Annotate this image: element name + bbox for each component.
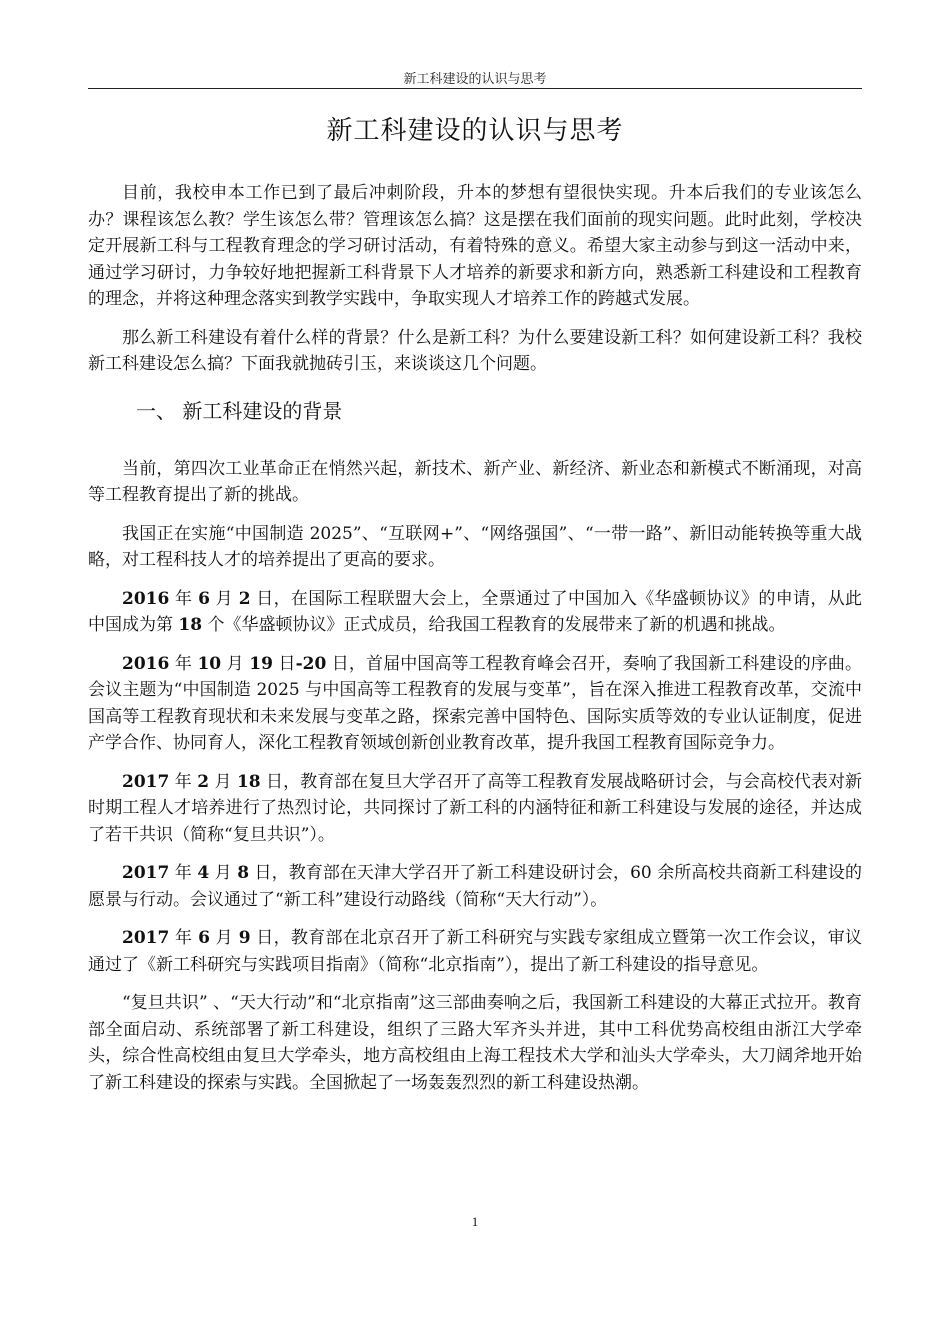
text-fragment: 月: [209, 928, 239, 948]
text-fragment: 日，在国际工程联盟大会上，全票通过了中国加入《华盛顿协议》的申请，从此中国成为第: [88, 588, 863, 635]
text-fragment: 月: [209, 771, 237, 792]
section1-paragraph-3: [88, 586, 862, 639]
date-month: 6: [198, 588, 210, 609]
date-year: 2017: [122, 863, 170, 883]
text-fragment: 日，教育部在北京召开了新工科研究与实践专家组成立暨第一次工作会议，审议通过了《新工科研究与实践项目指南》（简称“北京指南”），提出了新工科建设的指导意见。: [88, 928, 863, 975]
section1-paragraph-7: [88, 925, 862, 978]
intro-paragraph-1: 目前，我校申本工作已到了最后冲刺阶段，升本的梦想有望很快实现。升本后我们的专业该怎么办？课程该怎么教？学生该怎么带？管理该怎么搞？这是摆在我们面前的现实问题。此时此刻，学校决定开展新工科与工程教育理念的学习研讨活动，有着特殊的意义。希望大家主动参与到这一活动中来，通过学习研讨，力争较好地把握新工科背景下人才培养的新要求和新方向，熟悉新工科建设和工程教育的理念，并将这种理念落实到教学实践中，争取实现人才培养工作的跨越式发展。: [88, 183, 862, 309]
date-day: 8: [237, 863, 250, 883]
text-fragment: 日: [272, 653, 296, 674]
date-year: 2016: [122, 588, 170, 609]
document-body: [88, 180, 862, 1108]
date-day: 2: [238, 588, 251, 609]
section1-paragraph-5: [88, 769, 862, 849]
text-fragment: 年: [169, 863, 198, 883]
section-heading-background: 一、 新工科建设的背景: [136, 398, 343, 423]
date-month: 6: [198, 928, 210, 948]
text-fragment: 个《华盛顿协议》正式成员，给我国工程教育的发展带来了新的机遇和挑战。: [202, 615, 786, 635]
date-day: 18: [236, 771, 261, 792]
date-year: 2017: [122, 928, 170, 948]
date-month: 10: [197, 653, 222, 674]
running-header: 新工科建设的认识与思考: [403, 72, 547, 87]
text-fragment: 年: [169, 928, 199, 948]
date-month: 4: [197, 863, 210, 883]
page-number: 1: [471, 1214, 479, 1229]
text-fragment: 年: [169, 653, 198, 674]
member-number: 18: [178, 615, 203, 635]
text-fragment: 年: [169, 588, 199, 609]
date-year: 2017: [122, 771, 170, 792]
text-fragment: 年: [169, 771, 198, 792]
text-fragment: 月: [221, 653, 250, 674]
text-fragment: 日，教育部在复旦大学召开了高等工程教育发展战略研讨会，与会高校代表对新时期工程人才培养进行了热烈讨论，共同探讨了新工科的内涵特征和新工科建设与发展的途径，并达成了若干共识（简称“复旦共识”）。: [88, 771, 862, 845]
section1-paragraph-2: 我国正在实施“中国制造 2025”、“互联网+”、“网络强国”、“一带一路”、新旧动能转换等重大战略，对工程科技人才的培养提出了更高的要求。: [88, 523, 862, 570]
date-year: 2016: [122, 653, 170, 674]
text-fragment: 月: [209, 863, 238, 883]
text-fragment: 月: [209, 588, 239, 609]
document-title: 新工科建设的认识与思考: [326, 116, 624, 146]
section1-paragraph-8: “复旦共识” 、“天大行动”和“北京指南”这三部曲奏响之后，我国新工科建设的大幕正式拉开。教育部全面启动、系统部署了新工科建设，组织了三路大军齐头并进，其中工科优势高校组由浙江大学牵头，综合性高校组由复旦大学牵头，地方高校组由上海工程技术大学和汕头大学牵头，大刀阔斧地开始了新工科建设的探索与实践。全国掀起了一场轰轰烈烈的新工科建设热潮。: [88, 993, 862, 1093]
section1-paragraph-1: 当前，第四次工业革命正在悄然兴起，新技术、新产业、新经济、新业态和新模式不断涌现，对高等工程教育提出了新的挑战。: [88, 458, 862, 505]
text-fragment: 日，教育部在天津大学召开了新工科建设研讨会，60 余所高校共商新工科建设的愿景与行动。会议通过了“新工科”建设行动路线（简称“天大行动”）。: [88, 863, 862, 910]
date-day: 19: [249, 653, 273, 674]
section1-paragraph-6: [88, 860, 862, 913]
date-month: 2: [197, 771, 210, 792]
section1-paragraph-4: [88, 651, 862, 757]
intro-paragraph-2: 那么新工科建设有着什么样的背景？什么是新工科？为什么要建设新工科？如何建设新工科？我校新工科建设怎么搞？下面我就抛砖引玉，来谈谈这几个问题。: [88, 327, 862, 374]
header-rule: [88, 88, 862, 89]
date-day: 9: [238, 928, 251, 948]
date-day-end: -20: [295, 653, 327, 674]
text-fragment: 日，首届中国高等工程教育峰会召开，奏响了我国新工科建设的序曲。会议主题为“中国制造 2025 与中国高等工程教育的发展与变革”，旨在深入推进工程教育改革，交流中国高等工程教育现状和未来发展与变革之路，探索完善中国特色、国际实质等效的专业认证制度，促进产学合作、协同育人，深化工程教育领域创新创业教育改革，提升我国工程教育国际竞争力。: [88, 653, 863, 753]
